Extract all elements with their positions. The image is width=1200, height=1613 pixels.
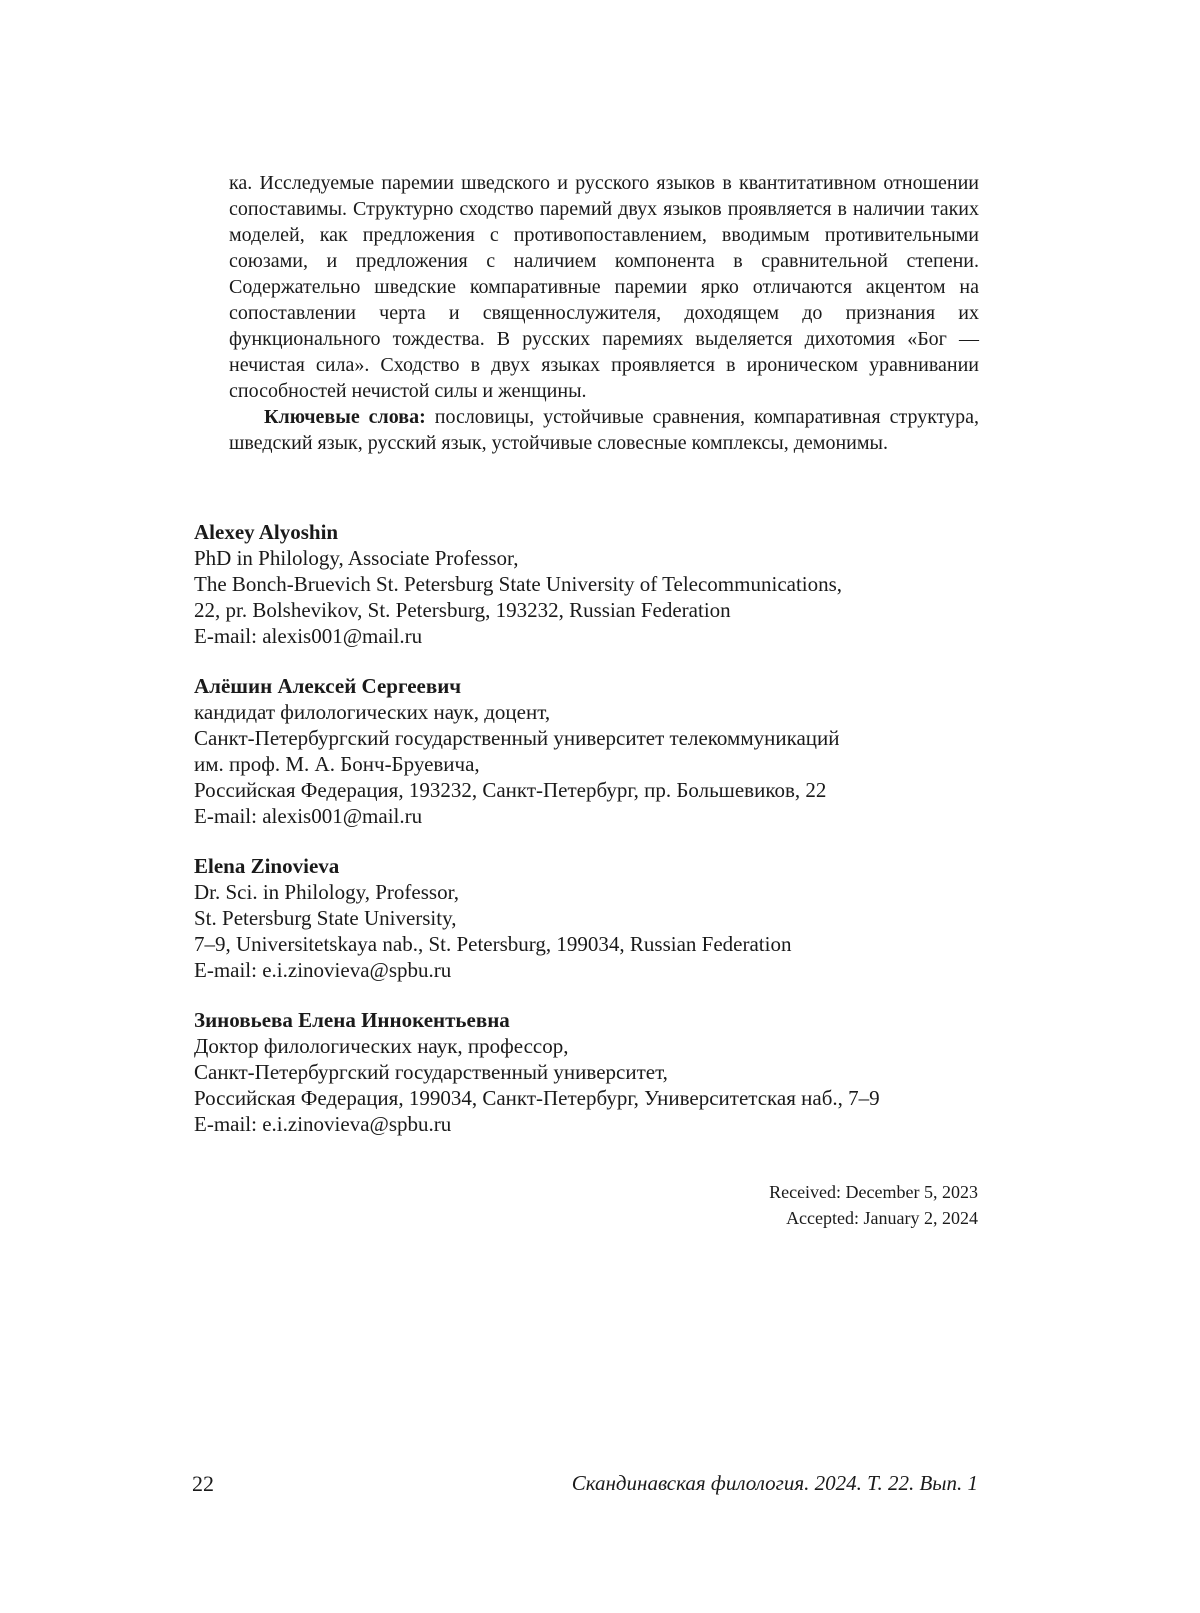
page-number: 22	[192, 1471, 214, 1496]
author-degree: Доктор филологических наук, профессор,	[194, 1034, 569, 1058]
author-email: E-mail: e.i.zinovieva@spbu.ru	[194, 1112, 452, 1136]
author-email: E-mail: alexis001@mail.ru	[194, 804, 423, 828]
author-affiliation-cont: им. проф. М. А. Бонч-Бруевича,	[194, 752, 480, 776]
received-date: Received: December 5, 2023	[769, 1182, 978, 1202]
author-name: Алёшин Алексей Сергеевич	[194, 674, 462, 698]
author-name: Elena Zinovieva	[194, 854, 340, 878]
author-email: E-mail: e.i.zinovieva@spbu.ru	[194, 958, 452, 982]
author-affiliation: Санкт-Петербургский государственный университет телекоммуникаций	[194, 726, 840, 750]
keywords-paragraph	[229, 404, 979, 456]
author-email: E-mail: alexis001@mail.ru	[194, 624, 423, 648]
author-address: 22, pr. Bolshevikov, St. Petersburg, 193232, Russian Federation	[194, 598, 731, 622]
author-address: 7–9, Universitetskaya nab., St. Petersburg, 199034, Russian Federation	[194, 932, 792, 956]
author-affiliation: The Bonch-Bruevich St. Petersburg State University of Telecommunications,	[194, 572, 843, 596]
abstract-body: ка. Исследуемые паремии шведского и русского языков в квантитативном отношении сопоставимы. Структурно сходство паремий двух языков проявляется в наличии таких моделей, как предложения с противопоставлением, вводимым противительными союзами, и предложения с наличием компонента в сравнительной степени. Содержательно шведские компаративные паремии ярко отличаются акцентом на сопоставлении черта и священнослужителя, доходящем до признания их функционального тождества. В русских паремиях выделяется дихотомия «Бог — нечистая сила». Сходство в двух языках проявляется в ироническом уравнивании способностей нечистой силы и женщины.	[229, 172, 979, 402]
author-address: Российская Федерация, 193232, Санкт-Петербург, пр. Большевиков, 22	[194, 778, 827, 802]
keywords-label: Ключевые слова:	[264, 406, 426, 428]
author-block	[194, 853, 984, 983]
author-name: Alexey Alyoshin	[194, 520, 339, 544]
keywords-text: пословицы, устойчивые сравнения, компаративная структура, шведский язык, русский язык, устойчивые словесные комплексы, демонимы.	[229, 406, 979, 454]
abstract-section	[229, 170, 979, 456]
author-affiliation: St. Petersburg State University,	[194, 906, 457, 930]
author-degree: Dr. Sci. in Philology, Professor,	[194, 880, 459, 904]
author-block	[194, 1007, 984, 1137]
author-info-section	[194, 519, 984, 1161]
author-degree: кандидат филологических наук, доцент,	[194, 700, 551, 724]
author-block	[194, 673, 984, 829]
author-name: Зиновьева Елена Иннокентьевна	[194, 1008, 510, 1032]
accepted-date: Accepted: January 2, 2024	[786, 1208, 978, 1228]
author-block	[194, 519, 984, 649]
submission-dates	[769, 1179, 978, 1231]
author-address: Российская Федерация, 199034, Санкт-Петербург, Университетская наб., 7–9	[194, 1086, 880, 1110]
journal-citation: Скандинавская филология. 2024. Т. 22. Вып. 1	[571, 1471, 978, 1495]
author-affiliation: Санкт-Петербургский государственный университет,	[194, 1060, 668, 1084]
author-degree: PhD in Philology, Associate Professor,	[194, 546, 519, 570]
